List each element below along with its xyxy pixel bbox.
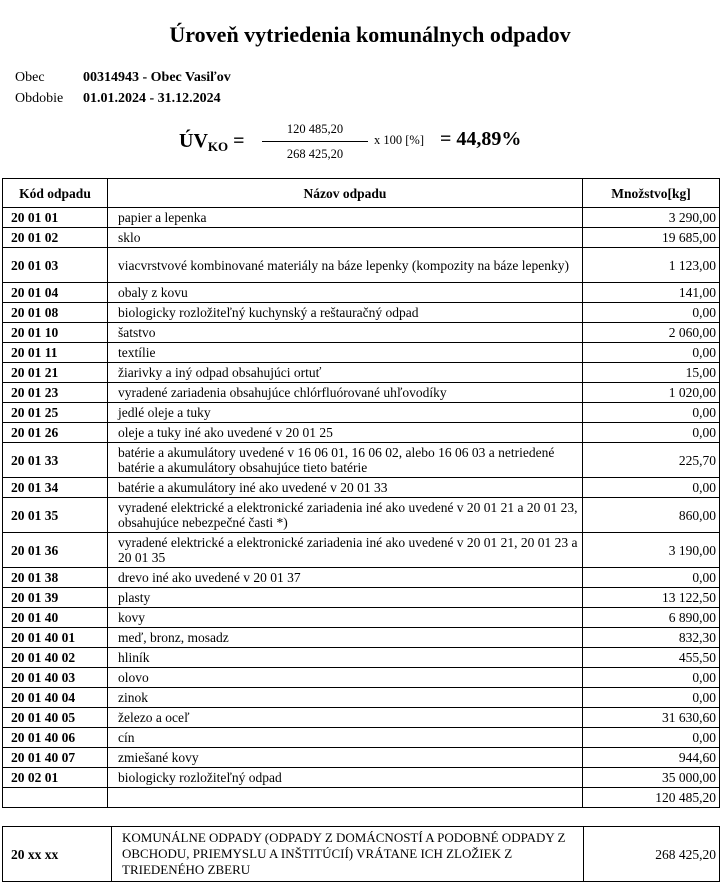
waste-amount-cell: 35 000,00 — [583, 768, 720, 788]
waste-name-cell: žiarivky a iný odpad obsahujúci ortuť — [108, 363, 583, 383]
waste-amount-cell: 860,00 — [583, 498, 720, 533]
waste-amount-cell: 0,00 — [583, 728, 720, 748]
table-row — [3, 688, 720, 708]
waste-code-cell: 20 01 33 — [3, 443, 108, 478]
formula-lhs-symbol: ÚV — [179, 130, 208, 152]
waste-code-cell: 20 01 40 03 — [3, 668, 108, 688]
table-row — [3, 748, 720, 768]
table-row — [3, 588, 720, 608]
table-row — [3, 668, 720, 688]
waste-name-cell: jedlé oleje a tuky — [108, 403, 583, 423]
table-row — [3, 248, 720, 283]
waste-code-cell: 20 01 40 02 — [3, 648, 108, 668]
header-code: Kód odpadu — [3, 179, 108, 208]
waste-code-cell: 20 02 01 — [3, 768, 108, 788]
waste-name-cell: hliník — [108, 648, 583, 668]
waste-amount-cell: 0,00 — [583, 478, 720, 498]
waste-code-cell: 20 01 40 05 — [3, 708, 108, 728]
table-row — [3, 608, 720, 628]
table-row — [3, 343, 720, 363]
waste-code-cell: 20 01 38 — [3, 568, 108, 588]
table-row — [3, 303, 720, 323]
formula-numerator: 120 485,20 — [286, 122, 344, 136]
waste-name-cell: zmiešané kovy — [108, 748, 583, 768]
header-amount: Množstvo[kg] — [583, 179, 720, 208]
waste-name-cell: drevo iné ako uvedené v 20 01 37 — [108, 568, 583, 588]
waste-code-cell: 20 01 40 04 — [3, 688, 108, 708]
municipal-waste-code: 20 xx xx — [3, 827, 112, 882]
waste-name-cell: železo a oceľ — [108, 708, 583, 728]
municipality-label: Obec — [15, 70, 45, 85]
table-row — [3, 383, 720, 403]
waste-name-cell: kovy — [108, 608, 583, 628]
period-row — [15, 91, 221, 107]
waste-name-cell: oleje a tuky iné ako uvedené v 20 01 25 — [108, 423, 583, 443]
waste-name-cell: cín — [108, 728, 583, 748]
waste-code-cell: 20 01 01 — [3, 208, 108, 228]
table-row — [3, 228, 720, 248]
table-row — [3, 403, 720, 423]
table-row — [3, 283, 720, 303]
waste-code-cell: 20 01 02 — [3, 228, 108, 248]
waste-name-cell: zinok — [108, 688, 583, 708]
waste-amount-cell: 944,60 — [583, 748, 720, 768]
waste-amount-cell: 3 290,00 — [583, 208, 720, 228]
sorting-level-formula — [0, 118, 722, 168]
waste-name-cell: vyradené zariadenia obsahujúce chlórfluórované uhľovodíky — [108, 383, 583, 403]
waste-amount-cell: 2 060,00 — [583, 323, 720, 343]
table-row — [3, 498, 720, 533]
waste-amount-cell: 0,00 — [583, 688, 720, 708]
waste-code-cell: 20 01 04 — [3, 283, 108, 303]
waste-name-cell: biologicky rozložiteľný odpad — [108, 768, 583, 788]
waste-name-cell: vyradené elektrické a elektronické zariadenia iné ako uvedené v 20 01 21, 20 01 23 a 20 01 35 — [108, 533, 583, 568]
page-title: Úroveň vytriedenia komunálnych odpadov — [169, 22, 571, 47]
waste-amount-cell: 31 630,60 — [583, 708, 720, 728]
waste-code-cell: 20 01 23 — [3, 383, 108, 403]
total-amount: 120 485,20 — [583, 788, 720, 808]
table-row — [3, 568, 720, 588]
period-label: Obdobie — [15, 91, 64, 106]
formula-result: = 44,89% — [440, 128, 522, 150]
municipality-value: 00314943 - Obec Vasiľov — [83, 70, 231, 85]
table-row — [3, 768, 720, 788]
table-row — [3, 648, 720, 668]
waste-name-cell: batérie a akumulátory iné ako uvedené v 20 01 33 — [108, 478, 583, 498]
table-row — [3, 363, 720, 383]
formula-denominator: 268 425,20 — [286, 147, 344, 161]
waste-amount-cell: 141,00 — [583, 283, 720, 303]
waste-amount-cell: 455,50 — [583, 648, 720, 668]
waste-name-cell: šatstvo — [108, 323, 583, 343]
period-value: 01.01.2024 - 31.12.2024 — [83, 91, 221, 106]
waste-amount-cell: 0,00 — [583, 303, 720, 323]
waste-code-cell: 20 01 11 — [3, 343, 108, 363]
table-row — [3, 533, 720, 568]
municipal-waste-row — [3, 827, 720, 882]
municipal-waste-table — [2, 826, 720, 882]
table-row — [3, 208, 720, 228]
municipal-waste-amount: 268 425,20 — [584, 827, 720, 882]
waste-name-cell: olovo — [108, 668, 583, 688]
waste-amount-cell: 0,00 — [583, 423, 720, 443]
table-row — [3, 728, 720, 748]
waste-code-cell: 20 01 21 — [3, 363, 108, 383]
formula-lhs — [179, 130, 245, 155]
formula-equals: = — [228, 130, 245, 152]
table-row — [3, 443, 720, 478]
waste-code-cell: 20 01 08 — [3, 303, 108, 323]
waste-code-cell: 20 01 26 — [3, 423, 108, 443]
waste-name-cell: sklo — [108, 228, 583, 248]
waste-amount-cell: 13 122,50 — [583, 588, 720, 608]
waste-name-cell: viacvrstvové kombinované materiály na báze lepenky (kompozity na báze lepenky) — [108, 248, 583, 283]
waste-amount-cell: 19 685,00 — [583, 228, 720, 248]
header-name: Názov odpadu — [108, 179, 583, 208]
table-header-row — [3, 179, 720, 208]
municipality-row — [15, 70, 231, 86]
waste-code-cell: 20 01 35 — [3, 498, 108, 533]
waste-amount-cell: 6 890,00 — [583, 608, 720, 628]
table-row — [3, 708, 720, 728]
waste-code-cell: 20 01 40 06 — [3, 728, 108, 748]
waste-code-cell: 20 01 25 — [3, 403, 108, 423]
table-row — [3, 478, 720, 498]
waste-amount-cell: 0,00 — [583, 668, 720, 688]
waste-amount-cell: 15,00 — [583, 363, 720, 383]
waste-name-cell: biologicky rozložiteľný kuchynský a reštauračný odpad — [108, 303, 583, 323]
table-row — [3, 323, 720, 343]
waste-amount-cell: 0,00 — [583, 343, 720, 363]
waste-amount-cell: 0,00 — [583, 568, 720, 588]
waste-code-cell: 20 01 40 — [3, 608, 108, 628]
waste-amount-cell: 0,00 — [583, 403, 720, 423]
waste-name-cell: papier a lepenka — [108, 208, 583, 228]
total-empty-code — [3, 788, 108, 808]
waste-code-cell: 20 01 40 07 — [3, 748, 108, 768]
waste-name-cell: vyradené elektrické a elektronické zariadenia iné ako uvedené v 20 01 21 a 20 01 23, obsahujúce nebezpečné časti *) — [108, 498, 583, 533]
waste-amount-cell: 225,70 — [583, 443, 720, 478]
waste-name-cell: meď, bronz, mosadz — [108, 628, 583, 648]
formula-lhs-subscript: KO — [207, 139, 229, 154]
waste-amount-cell: 3 190,00 — [583, 533, 720, 568]
waste-amount-cell: 832,30 — [583, 628, 720, 648]
waste-code-cell: 20 01 03 — [3, 248, 108, 283]
waste-code-cell: 20 01 40 01 — [3, 628, 108, 648]
waste-amount-cell: 1 123,00 — [583, 248, 720, 283]
total-row — [3, 788, 720, 808]
waste-code-cell: 20 01 34 — [3, 478, 108, 498]
table-row — [3, 423, 720, 443]
waste-code-cell: 20 01 39 — [3, 588, 108, 608]
waste-code-cell: 20 01 36 — [3, 533, 108, 568]
formula-multiplier: x 100 [%] — [374, 133, 424, 147]
table-row — [3, 628, 720, 648]
waste-name-cell: obaly z kovu — [108, 283, 583, 303]
waste-name-cell: batérie a akumulátory uvedené v 16 06 01, 16 06 02, alebo 16 06 03 a netriedené batérie a akumulátory obsahujúce tieto batérie — [108, 443, 583, 478]
waste-name-cell: plasty — [108, 588, 583, 608]
waste-table — [2, 178, 720, 808]
total-empty-name — [108, 788, 583, 808]
fraction-line — [262, 141, 368, 142]
waste-amount-cell: 1 020,00 — [583, 383, 720, 403]
waste-code-cell: 20 01 10 — [3, 323, 108, 343]
municipal-waste-name: KOMUNÁLNE ODPADY (ODPADY Z DOMÁCNOSTÍ A PODOBNÉ ODPADY Z OBCHODU, PRIEMYSLU A INŠTITÚCIÍ) VRÁTANE ICH ZLOŽIEK Z TRIEDENÉHO ZBERU — [112, 827, 584, 882]
waste-name-cell: textílie — [108, 343, 583, 363]
